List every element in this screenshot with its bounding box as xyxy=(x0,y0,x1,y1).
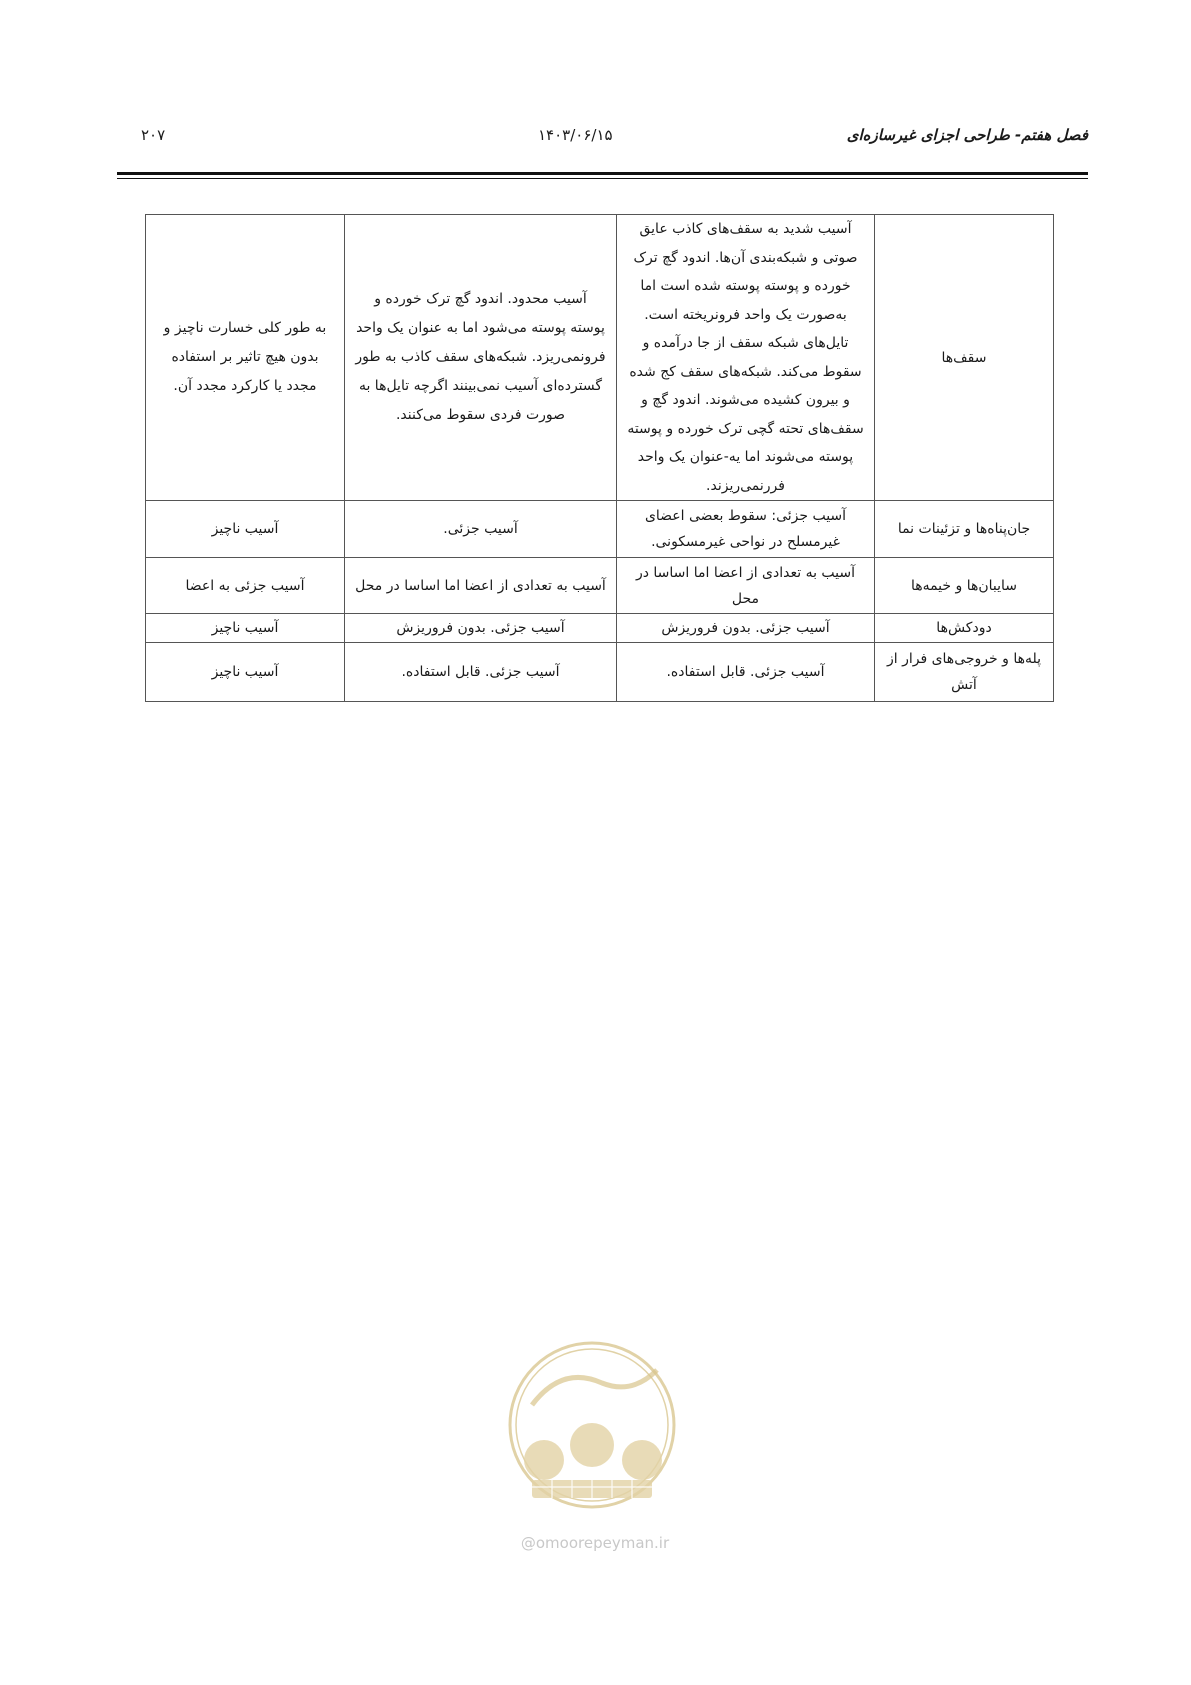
header-rule-thin xyxy=(117,178,1088,179)
damage-cell: آسیب جزئی به اعضا xyxy=(146,558,345,614)
header-rule-thick xyxy=(117,172,1088,175)
damage-cell: به طور کلی خسارت ناچیز و بدون هیچ تاثیر بر استفاده مجدد یا کارکرد مجدد آن. xyxy=(146,215,345,501)
damage-cell: آسیب جزئی. قابل استفاده. xyxy=(345,643,617,702)
table-row xyxy=(146,501,1054,558)
table-row xyxy=(146,643,1054,702)
damage-cell: آسیب جزئی. xyxy=(345,501,617,558)
component-cell: سایبان‌ها و خیمه‌ها xyxy=(875,558,1054,614)
component-cell: پله‌ها و خروجی‌های فرار از آتش xyxy=(875,643,1054,702)
table-row xyxy=(146,558,1054,614)
damage-cell: آسیب جزئی. بدون فروریزش xyxy=(617,614,875,643)
chapter-title: فصل هفتم- طراحی اجزای غیرسازه‌ای xyxy=(846,126,1088,144)
damage-cell: آسیب جزئی. بدون فروریزش xyxy=(345,614,617,643)
component-cell: سقف‌ها xyxy=(875,215,1054,501)
damage-cell: آسیب جزئی. قابل استفاده. xyxy=(617,643,875,702)
damage-table xyxy=(145,214,1054,702)
damage-cell: آسیب جزئی: سقوط بعضی اعضای غیرمسلح در نواحی غیرمسکونی. xyxy=(617,501,875,558)
page-number: ۲۰۷ xyxy=(141,126,166,144)
header-date: ۱۴۰۳/۰۶/۱۵ xyxy=(538,126,613,144)
component-cell: جان‌پناه‌ها و تزئینات نما xyxy=(875,501,1054,558)
damage-cell: آسیب ناچیز xyxy=(146,643,345,702)
watermark-url: @omoorepeyman.ir xyxy=(520,1534,670,1552)
damage-cell: آسیب به تعدادی از اعضا اما اساسا در محل xyxy=(617,558,875,614)
table-row xyxy=(146,614,1054,643)
damage-cell: آسیب ناچیز xyxy=(146,614,345,643)
table-row xyxy=(146,215,1054,501)
damage-cell: آسیب به تعدادی از اعضا اما اساسا در محل xyxy=(345,558,617,614)
damage-cell: آسیب ناچیز xyxy=(146,501,345,558)
damage-cell: آسیب محدود. اندود گچ ترک خورده و پوسته پوسته می‌شود اما به عنوان یک واحد فرونمی‌ریزد. شبکه‌های سقف کاذب به طور گسترده‌ای آسیب نمی‌بینند اگرچه تایل‌ها به صورت فردی سقوط می‌کنند. xyxy=(345,215,617,501)
watermark-seal-icon xyxy=(492,1335,692,1515)
damage-cell: آسیب شدید به سقف‌های کاذب عایق صوتی و شبکه‌بندی آن‌ها. اندود گچ ترک خورده و پوسته پوسته شده است اما به‌صورت یک واحد فرونریخته است. تایل‌های شبکه سقف از جا درآمده و سقوط می‌کند. شبکه‌های سقف کج شده و بیرون کشیده می‌شوند. اندود گچ و سقف‌های تحته گچی ترک خورده و پوسته پوسته می‌شوند اما یه-عنوان یک واحد فررنمی‌ریزند. xyxy=(617,215,875,501)
page-header xyxy=(118,126,1088,160)
component-cell: دودکش‌ها xyxy=(875,614,1054,643)
